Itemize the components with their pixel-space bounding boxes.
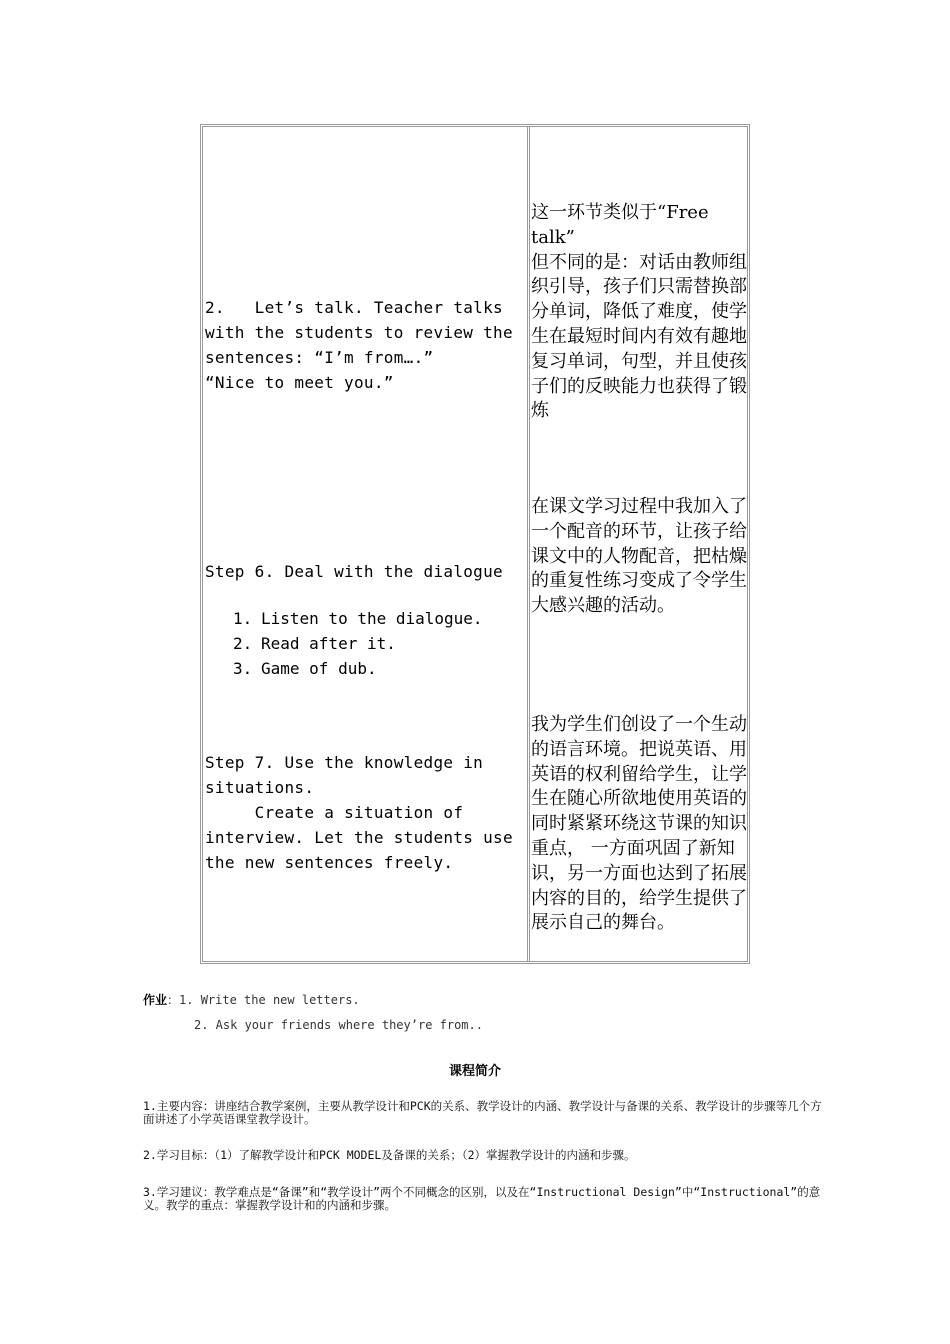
homework-line-1: 作业：1. Write the new letters.	[143, 993, 360, 1007]
row2-comment: 在课文学习过程中我加入了一个配音的环节，让孩子给课文中的人物配音，把枯燥的重复性练习变成了令学生大感兴趣的活动。	[531, 496, 747, 617]
course-goals-paragraph: 2.学习目标：（1）了解教学设计和PCK MODEL及备课的关系；（2）掌握教学设计的内涵和步骤。	[143, 1148, 636, 1162]
list-item: 2. Read after it.	[233, 634, 396, 653]
dialogue-steps-list	[205, 606, 523, 681]
course-content-paragraph: 1.主要内容：讲座结合教学案例，主要从教学设计和PCK的关系、教学设计的内涵、教学设计与备课的关系、教学设计的步骤等几个方面讲述了小学英语课堂教学设计。	[143, 1099, 822, 1126]
course-advice-paragraph: 3.学习建议：教学难点是“备课”和“教学设计”两个不同概念的区别，以及在“Instructional Design”中“Instructional”的意义。教学的重点：掌握教学设计和的内涵和步骤。	[143, 1185, 821, 1212]
homework-label: 作业	[143, 993, 168, 1007]
homework-line-2: 2. Ask your friends where they’re from..	[194, 1018, 483, 1032]
row1-activity: 2. Let’s talk. Teacher talks with the students to review the sentences: “I’m from….” “Nice to meet you.”	[205, 298, 513, 392]
column-divider	[527, 127, 530, 961]
list-item: 3. Game of dub.	[233, 659, 377, 678]
row1-comment: 这一环节类似于“Free talk” 但不同的是：对话由教师组织引导，孩子们只需替换部分单词，降低了难度，使学生在最短时间内有效有趣地复习单词，句型，并且使孩子们的反映能力也获得了锻炼	[531, 202, 747, 422]
list-item: 1. Listen to the dialogue.	[233, 609, 483, 628]
row3-activity: Step 7. Use the knowledge in situations. Create a situation of interview. Let the students use the new sentences freely.	[205, 753, 513, 872]
course-intro-title: 课程简介	[448, 1064, 501, 1079]
lesson-table	[200, 124, 750, 964]
row2-activity: Step 6. Deal with the dialogue	[205, 562, 503, 581]
row3-comment: 我为学生们创设了一个生动的语言环境。把说英语、用英语的权利留给学生，让学生在随心所欲地使用英语的同时紧紧环绕这节课的知识重点， 一方面巩固了新知识，另一方面也达到了拓展内容的目的，给学生提供了展示自己的舞台。	[531, 714, 747, 934]
